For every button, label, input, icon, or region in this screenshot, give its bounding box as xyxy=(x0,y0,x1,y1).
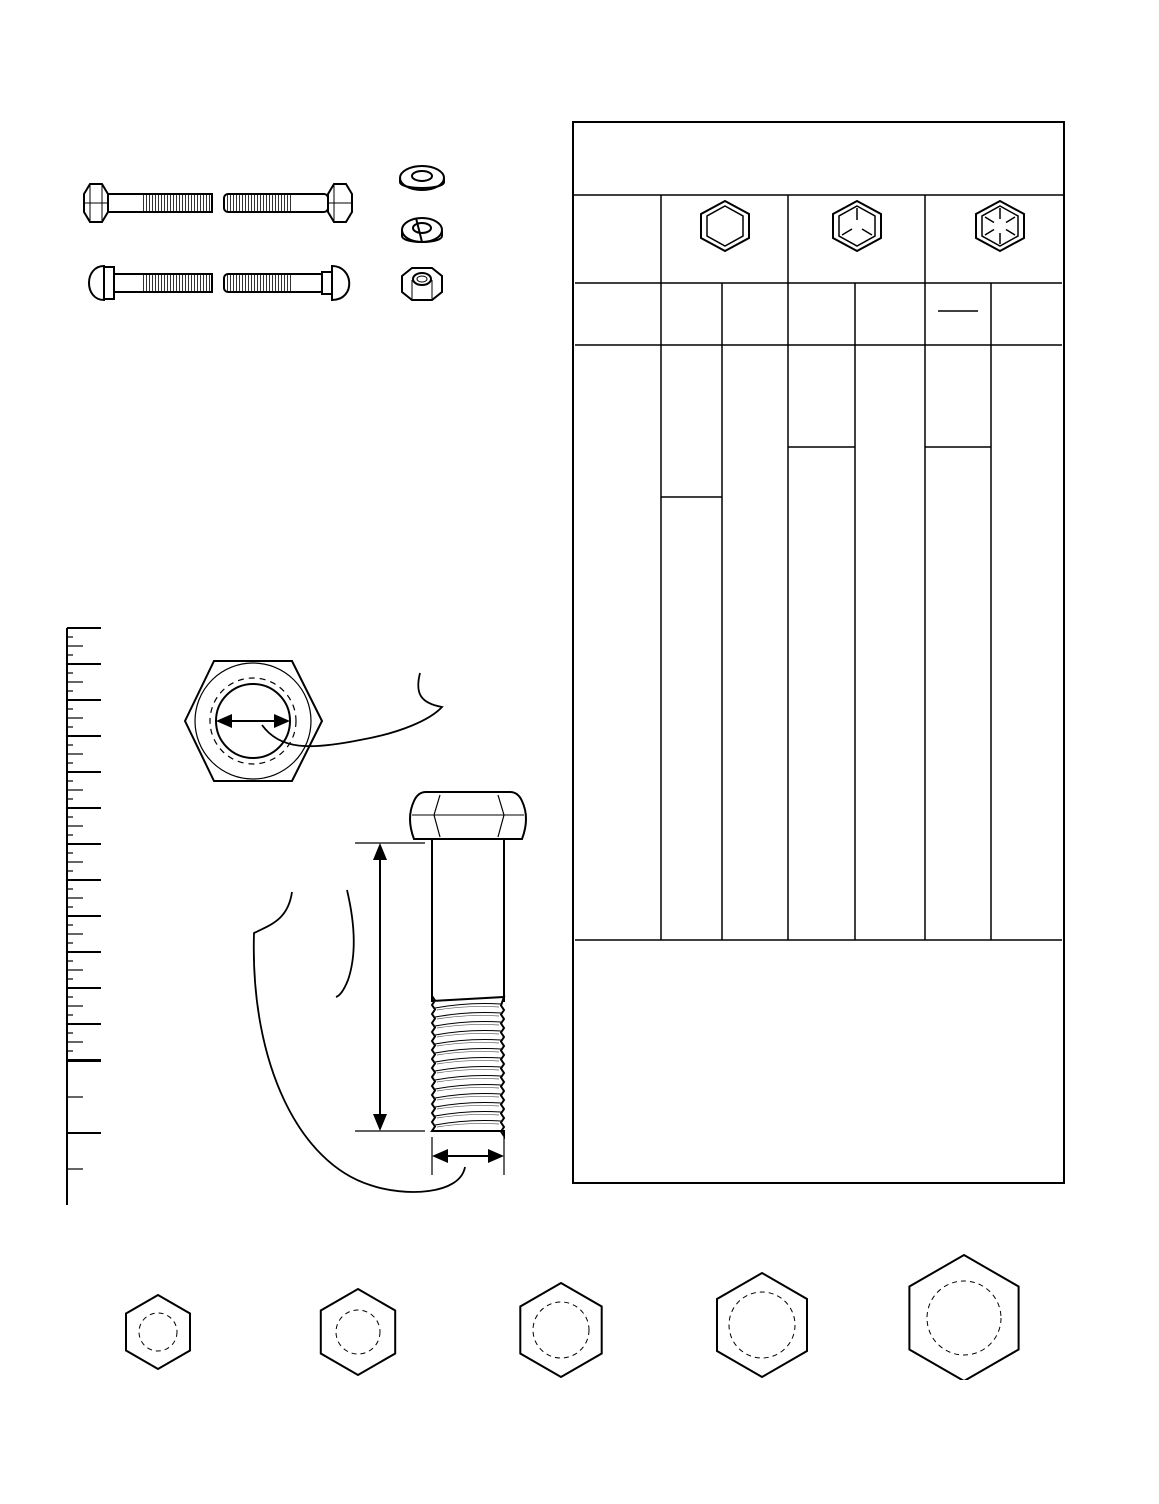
lock-washer-icon xyxy=(402,218,442,242)
nut-template-2 xyxy=(321,1289,395,1375)
bolt-grade-table xyxy=(572,121,1066,1185)
hex-head-3-marks-icon xyxy=(833,201,881,251)
hex-head-no-marks-icon xyxy=(701,201,749,251)
nut-size-templates xyxy=(110,1235,1050,1380)
hardware-illustrations xyxy=(70,150,470,320)
flat-washer-icon xyxy=(400,166,444,190)
nut-template-5 xyxy=(909,1255,1018,1380)
hex-nut-icon xyxy=(402,268,442,300)
nut-template-4 xyxy=(717,1273,807,1377)
hex-head-6-marks-icon xyxy=(976,201,1024,251)
nut-template-1 xyxy=(126,1295,190,1369)
nut-template-3 xyxy=(520,1283,601,1377)
bolt-head-icon xyxy=(410,792,526,839)
bolt-threads xyxy=(432,996,504,1136)
bolt-dimension-diagram xyxy=(230,785,550,1200)
hex-bolt-icon xyxy=(84,184,352,222)
measuring-ruler xyxy=(60,620,110,1220)
carriage-bolt-icon xyxy=(89,266,349,300)
nut-gauge-diagram xyxy=(180,655,460,795)
